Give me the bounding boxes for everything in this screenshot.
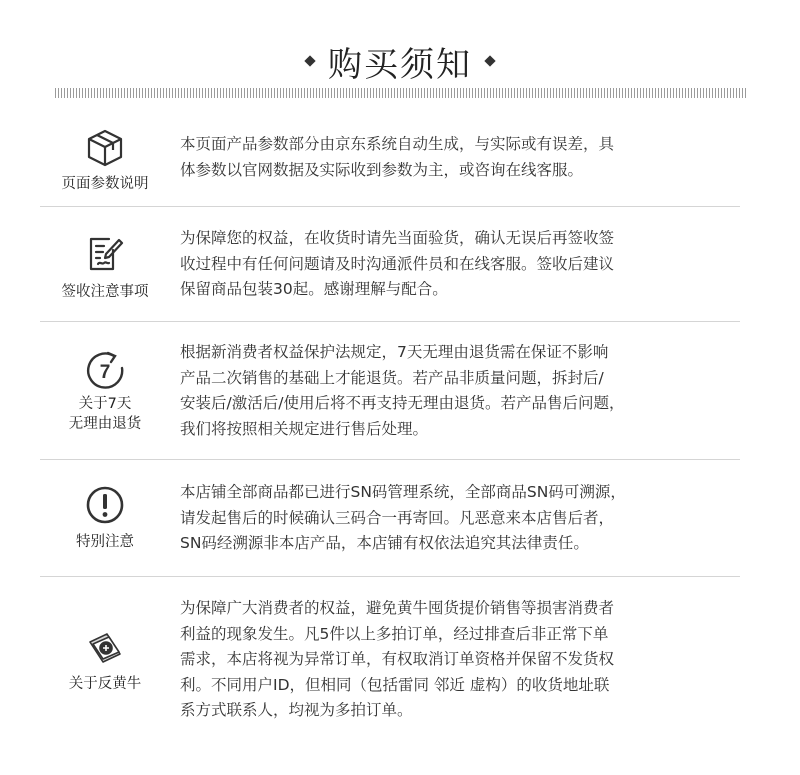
ruler-divider (55, 88, 747, 98)
text-line: 产品二次销售的基础上才能退货。若产品非质量问题，拆封后/ (180, 368, 604, 387)
text-line: 系方式联系人，均视为多拍订单。 (180, 701, 413, 719)
exclamation-icon (84, 484, 126, 526)
header (0, 38, 800, 84)
left-diamond-icon (304, 55, 315, 66)
section-divider (40, 206, 740, 207)
text-line: 利。不同用户ID，但相同（包括雷同 邻近 虚构）的收货地址联 (180, 675, 610, 694)
text-line: 需求，本店将视为异常订单，有权取消订单资格并保留不发货权 (180, 650, 615, 668)
section-divider (40, 459, 740, 460)
text-line: 收过程中有任何问题请及时沟通派件员和在线客服。签收后建议 (180, 254, 615, 273)
section-divider (40, 576, 740, 577)
seven-day-return-icon (84, 350, 126, 392)
section-label: 页面参数说明 (61, 176, 149, 192)
cube-icon (85, 128, 125, 168)
text-line: 本店铺全部商品都已进行SN码管理系统，全部商品SN码可溯源， (180, 483, 626, 501)
text-line: SN码经溯源非本店产品，本店铺有权依法追究其法律责任。 (180, 534, 589, 552)
text-line: 请发起售后的时候确认三码合一再寄回。凡恶意来本店售后者， (180, 508, 615, 527)
text-line: 体参数以官网数据及实际收到参数为主，或咨询在线客服。 (180, 160, 584, 179)
right-diamond-icon (484, 55, 495, 66)
section-sign-notes (40, 218, 740, 320)
section-7day-return (40, 332, 740, 458)
sign-document-icon (85, 234, 125, 274)
text-line: 保留商品包装30起。感谢理解与配合。 (180, 280, 448, 298)
section-label: 特别注意 (76, 534, 134, 550)
section-label: 关于7天 无理由退货 (68, 396, 142, 432)
text-line: 为保障广大消费者的权益，避免黄牛囤货提价销售等损害消费者 (180, 599, 615, 617)
section-label: 关于反黄牛 (68, 676, 142, 692)
text-line: 利益的现象发生。凡5件以上多拍订单，经过排查后非正常下单 (180, 624, 609, 643)
section-text (180, 226, 740, 303)
section-special-notice (40, 472, 740, 576)
section-divider (40, 321, 740, 322)
section-text (180, 596, 740, 724)
anti-scalper-icon (85, 628, 125, 668)
text-line: 为保障您的权益，在收货时请先当面验货，确认无误后再签收签 (180, 229, 615, 247)
text-line: 安装后/激活后/使用后将不再支持无理由退货。若产品售后问题， (180, 394, 625, 412)
text-line: 我们将按照相关规定进行售后处理。 (180, 419, 429, 438)
svg-text:7: 7 (99, 362, 111, 383)
section-text (180, 132, 740, 183)
page-title: 购买须知 (328, 44, 472, 85)
section-text (180, 480, 740, 557)
text-line: 根据新消费者权益保护法规定，7天无理由退货需在保证不影响 (180, 343, 609, 361)
section-page-params (40, 124, 740, 206)
section-anti-scalper (40, 588, 740, 738)
section-text (180, 340, 740, 442)
text-line: 本页面产品参数部分由京东系统自动生成，与实际或有误差，具 (180, 135, 615, 153)
section-label: 签收注意事项 (61, 284, 149, 300)
